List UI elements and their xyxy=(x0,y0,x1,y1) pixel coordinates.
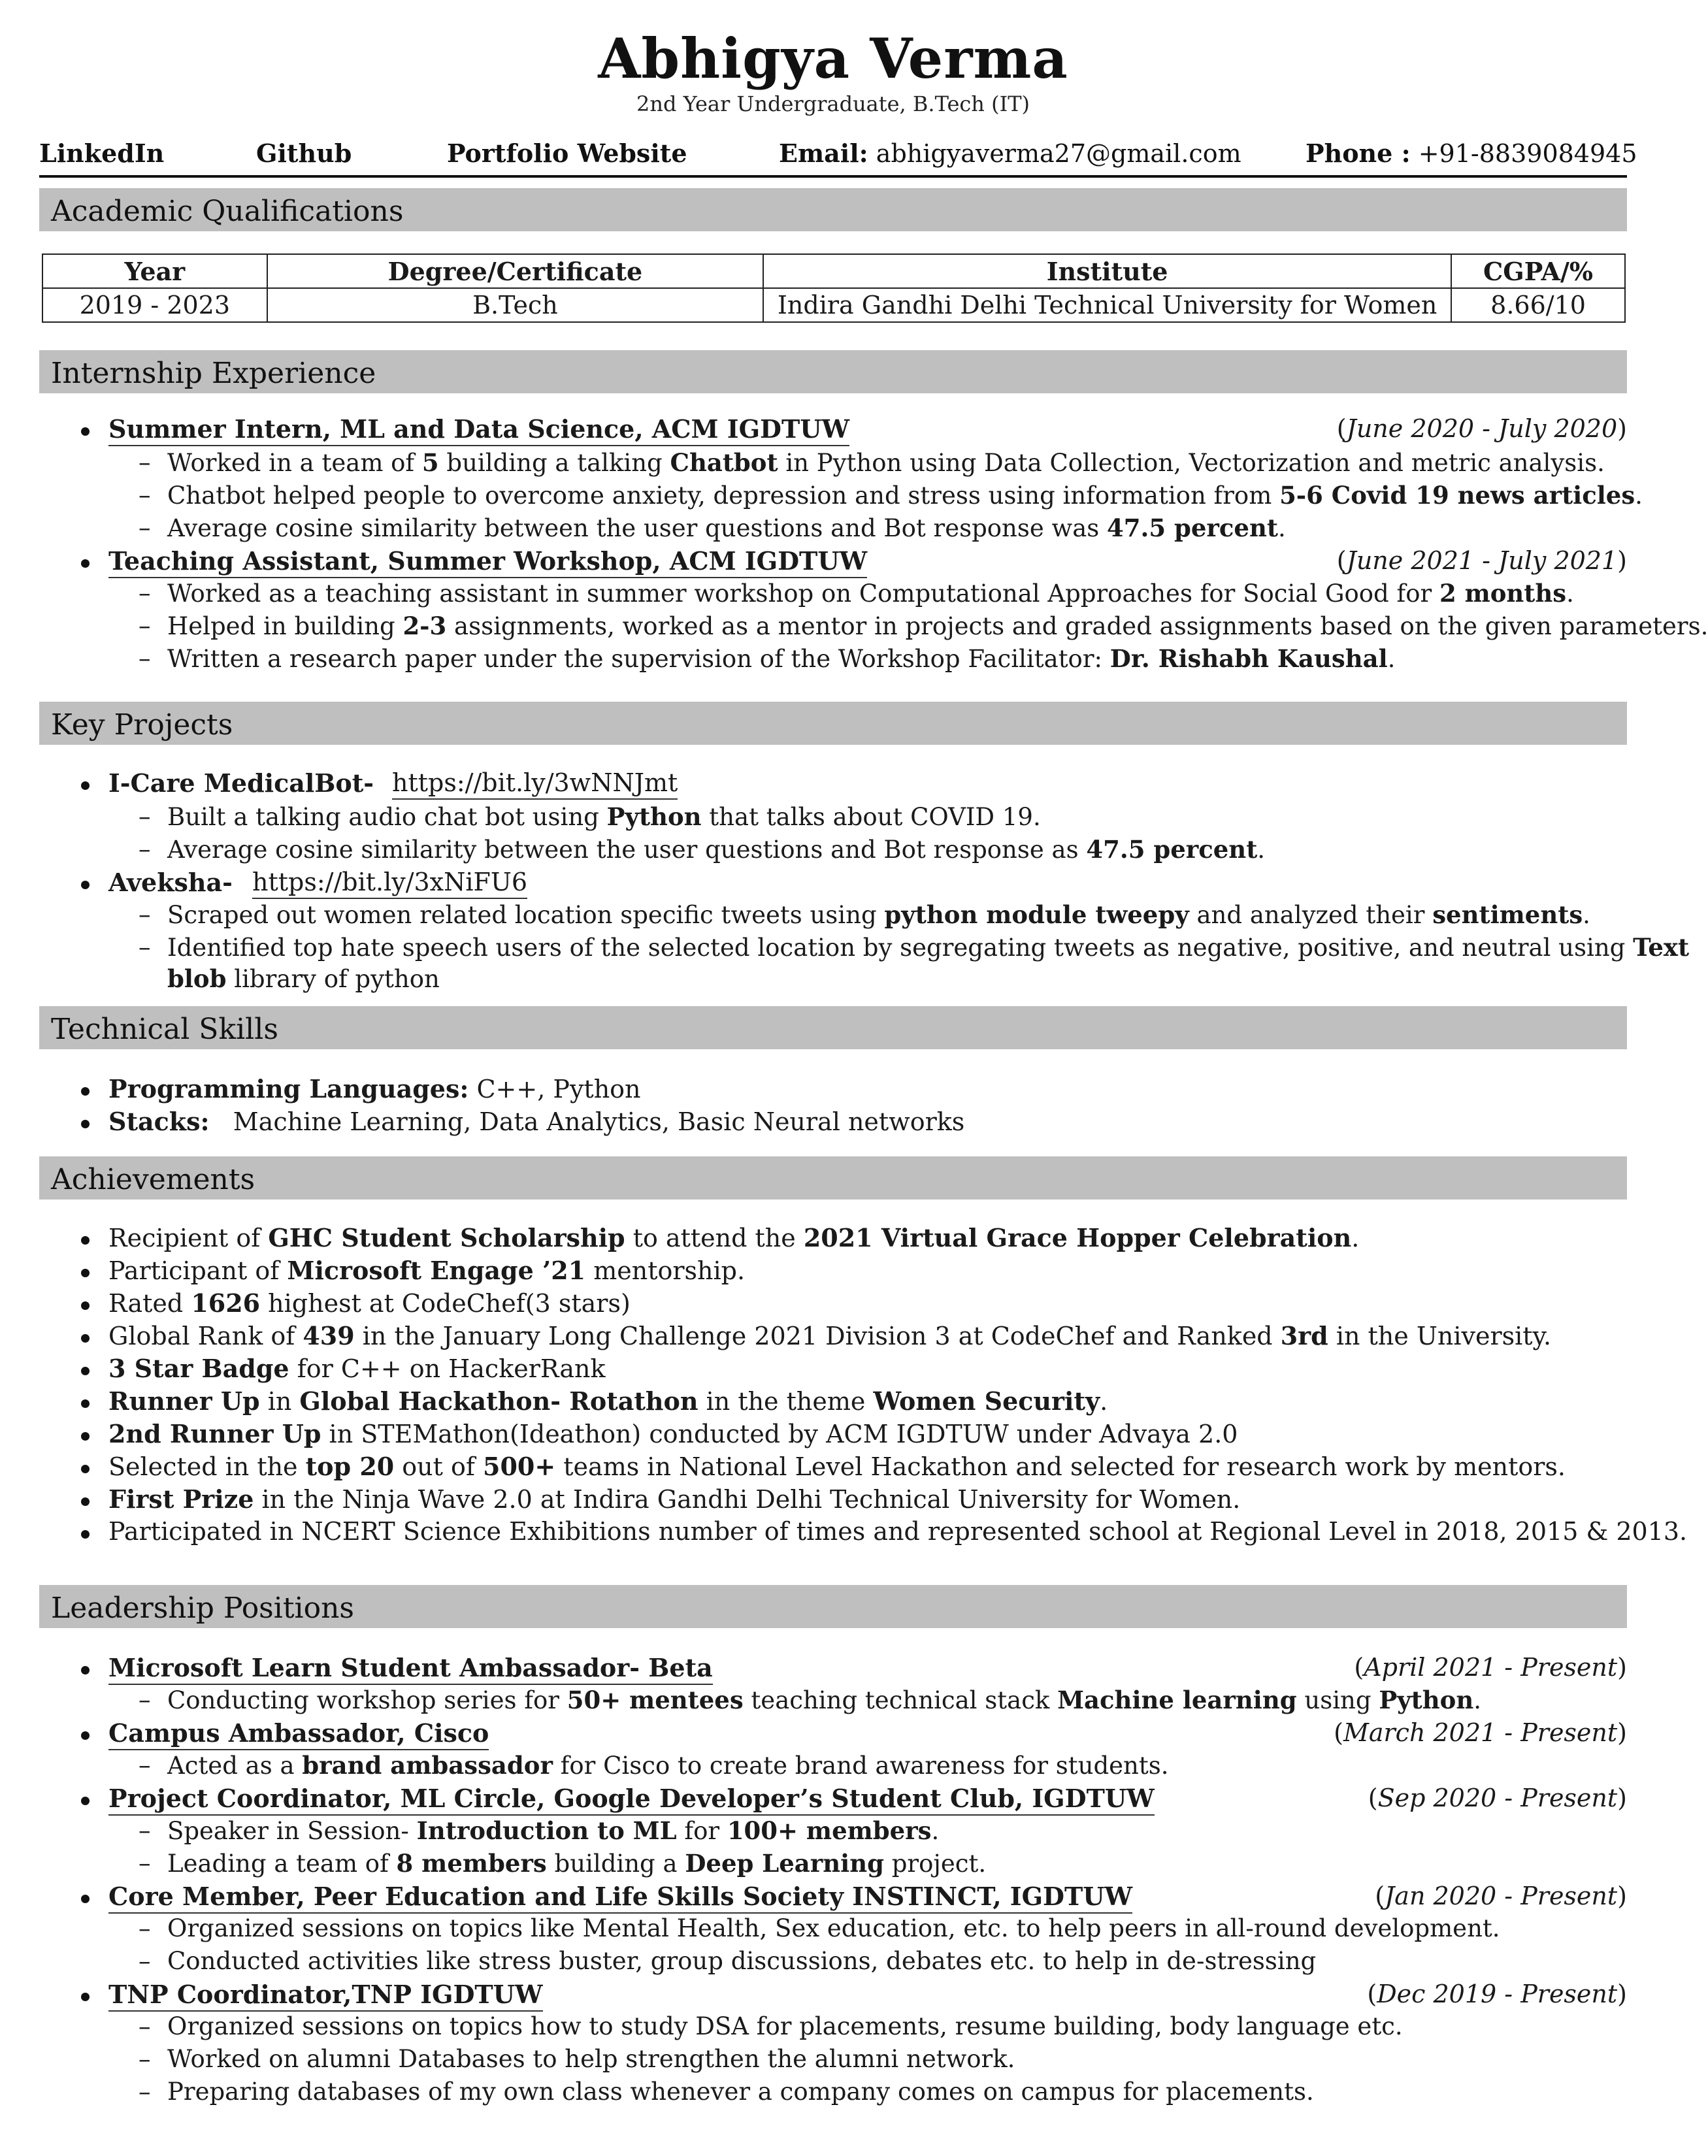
bullet xyxy=(81,881,90,889)
bullet xyxy=(81,1432,90,1441)
table-cell: Indira Gandhi Delhi Technical University for Women xyxy=(763,288,1451,322)
bullet xyxy=(81,1797,90,1805)
table-cell: 8.66/10 xyxy=(1451,288,1625,322)
internship-date: (June 2020 - July 2020) xyxy=(1336,414,1627,443)
section-academic: Academic Qualifications xyxy=(39,188,1627,231)
dash: – xyxy=(139,514,151,542)
dash: – xyxy=(139,481,151,509)
list-item: Identified top hate speech users of the selected location by segregating tweets as negative, positive, and neutral using Text xyxy=(167,933,1690,962)
academic-table xyxy=(42,253,1626,323)
bullet xyxy=(81,1530,90,1539)
section-skills: Technical Skills xyxy=(39,1006,1627,1049)
list-item: Written a research paper under the supervision of the Workshop Facilitator: Dr. Rishabh Kaushal. xyxy=(167,644,1396,673)
dash: – xyxy=(139,448,151,476)
skill-item: Stacks: Machine Learning, Data Analytics, Basic Neural networks xyxy=(108,1107,965,1136)
project-title: Aveksha- xyxy=(108,868,233,897)
bullet xyxy=(81,1367,90,1375)
achievement-item: Runner Up in Global Hackathon- Rotathon in the theme Women Security. xyxy=(108,1386,1108,1416)
achievement-item: Participant of Microsoft Engage ’21 mentorship. xyxy=(108,1256,746,1285)
list-item: Worked in a team of 5 building a talking Chatbot in Python using Data Collection, Vectorization and metric analysis. xyxy=(167,448,1605,477)
header-divider xyxy=(39,175,1627,178)
dash: – xyxy=(139,900,151,928)
leadership-date: (Sep 2020 - Present) xyxy=(1368,1784,1627,1812)
dash: – xyxy=(139,644,151,672)
table-header: Year xyxy=(42,254,267,288)
dash: – xyxy=(139,835,151,863)
dash: – xyxy=(139,1751,151,1779)
table-header: Institute xyxy=(763,254,1451,288)
list-item: Leading a team of 8 members building a Deep Learning project. xyxy=(167,1849,987,1878)
section-projects: Key Projects xyxy=(39,702,1627,745)
list-item: Average cosine similarity between the user questions and Bot response was 47.5 percent. xyxy=(167,514,1286,542)
phone-contact: Phone : +91-8839084945 xyxy=(1306,139,1637,168)
achievement-item: First Prize in the Ninja Wave 2.0 at Indira Gandhi Delhi Technical University for Women. xyxy=(108,1484,1241,1514)
dash: – xyxy=(139,579,151,607)
achievement-item: Participated in NCERT Science Exhibitions number of times and represented school at Regional Level in 2018, 2015 & 2013. xyxy=(108,1517,1688,1546)
bullet xyxy=(81,1497,90,1506)
list-item: Conducted activities like stress buster, group discussions, debates etc. to help in de-stressing xyxy=(167,1947,1317,1975)
github-link[interactable]: Github xyxy=(256,139,352,168)
list-item: Preparing databases of my own class whenever a company comes on campus for placements. xyxy=(167,2078,1314,2106)
bullet xyxy=(81,427,90,436)
dash: – xyxy=(139,1947,151,1975)
bullet xyxy=(81,1301,90,1310)
list-item: Organized sessions on topics how to study DSA for placements, resume building, body language etc. xyxy=(167,2012,1403,2040)
list-item: Chatbot helped people to overcome anxiety, depression and stress using information from 5-6 Covid 19 news articles. xyxy=(167,481,1643,510)
dash: – xyxy=(139,802,151,830)
dash: – xyxy=(139,1914,151,1942)
achievement-item: Rated 1626 highest at CodeChef(3 stars) xyxy=(108,1288,631,1318)
candidate-subtitle: 2nd Year Undergraduate, B.Tech (IT) xyxy=(636,91,1030,116)
bullet xyxy=(81,1895,90,1903)
list-item: Organized sessions on topics like Mental Health, Sex education, etc. to help peers in all-round development. xyxy=(167,1914,1500,1942)
bullet xyxy=(81,1269,90,1277)
table-header: Degree/Certificate xyxy=(267,254,764,288)
bullet xyxy=(81,1087,90,1096)
bullet xyxy=(81,781,90,790)
dash: – xyxy=(139,1686,151,1714)
dash: – xyxy=(139,1849,151,1877)
dash: – xyxy=(139,2045,151,2073)
list-item-continuation: blob library of python xyxy=(167,964,440,993)
project-title: I-Care MedicalBot- xyxy=(108,768,374,798)
leadership-title: Project Coordinator, ML Circle, Google Developer’s Student Club, IGDTUW xyxy=(108,1784,1155,1813)
leadership-date: (April 2021 - Present) xyxy=(1354,1653,1627,1682)
section-achievements: Achievements xyxy=(39,1156,1627,1200)
table-cell: B.Tech xyxy=(267,288,764,322)
leadership-title: TNP Coordinator,TNP IGDTUW xyxy=(108,1980,543,2009)
list-item: Conducting workshop series for 50+ mentees teaching technical stack Machine learning using Python. xyxy=(167,1686,1481,1714)
list-item: Average cosine similarity between the user questions and Bot response as 47.5 percent. xyxy=(167,835,1266,864)
table-header-row xyxy=(42,254,1625,288)
internship-title: Summer Intern, ML and Data Science, ACM IGDTUW xyxy=(108,414,849,444)
internship-title: Teaching Assistant, Summer Workshop, ACM IGDTUW xyxy=(108,546,867,576)
achievement-item: 3 Star Badge for C++ on HackerRank xyxy=(108,1354,606,1383)
leadership-date: (Dec 2019 - Present) xyxy=(1367,1980,1627,2008)
table-row xyxy=(42,288,1625,322)
bullet xyxy=(81,1399,90,1408)
dash: – xyxy=(139,1816,151,1844)
bullet xyxy=(81,1334,90,1343)
list-item: Worked on alumni Databases to help strengthen the alumni network. xyxy=(167,2045,1015,2073)
leadership-title: Campus Ambassador, Cisco xyxy=(108,1718,489,1748)
section-internship: Internship Experience xyxy=(39,350,1627,393)
leadership-title: Core Member, Peer Education and Life Skills Society INSTINCT, IGDTUW xyxy=(108,1882,1132,1911)
list-item: Acted as a brand ambassador for Cisco to create brand awareness for students. xyxy=(167,1751,1169,1780)
bullet xyxy=(81,1120,90,1128)
linkedin-link[interactable]: LinkedIn xyxy=(39,139,165,168)
dash: – xyxy=(139,612,151,640)
leadership-title: Microsoft Learn Student Ambassador- Beta xyxy=(108,1653,713,1682)
list-item: Built a talking audio chat bot using Python that talks about COVID 19. xyxy=(167,802,1041,831)
bullet xyxy=(81,1666,90,1674)
list-item: Speaker in Session- Introduction to ML for 100+ members. xyxy=(167,1816,940,1845)
bullet xyxy=(81,1731,90,1740)
candidate-name: Abhigya Verma xyxy=(598,26,1068,91)
achievement-item: Recipient of GHC Student Scholarship to attend the 2021 Virtual Grace Hopper Celebration. xyxy=(108,1223,1360,1252)
achievement-item: Selected in the top 20 out of 500+ teams in National Level Hackathon and selected for research work by mentors. xyxy=(108,1452,1566,1481)
leadership-date: (Jan 2020 - Present) xyxy=(1375,1882,1627,1910)
dash: – xyxy=(139,2012,151,2040)
bullet xyxy=(81,559,90,568)
table-header: CGPA/% xyxy=(1451,254,1625,288)
skill-item: Programming Languages: C++, Python xyxy=(108,1074,641,1103)
email-contact[interactable]: Email: abhigyaverma27@gmail.com xyxy=(779,139,1241,168)
achievement-item: 2nd Runner Up in STEMathon(Ideathon) conducted by ACM IGDTUW under Advaya 2.0 xyxy=(108,1419,1238,1448)
list-item: Helped in building 2-3 assignments, worked as a mentor in projects and graded assignments based on the given parameters. xyxy=(167,612,1708,640)
dash: – xyxy=(139,933,151,961)
project-link[interactable]: https://bit.ly/3xNiFU6 xyxy=(252,868,527,896)
section-leadership: Leadership Positions xyxy=(39,1585,1627,1628)
list-item: Scraped out women related location specific tweets using python module tweepy and analyzed their sentiments. xyxy=(167,900,1590,929)
leadership-date: (March 2021 - Present) xyxy=(1334,1718,1627,1747)
achievement-item: Global Rank of 439 in the January Long Challenge 2021 Division 3 at CodeChef and Ranked 3rd in the University. xyxy=(108,1321,1552,1350)
dash: – xyxy=(139,2078,151,2106)
table-cell: 2019 - 2023 xyxy=(42,288,267,322)
bullet xyxy=(81,1993,90,2001)
bullet xyxy=(81,1465,90,1473)
list-item: Worked as a teaching assistant in summer workshop on Computational Approaches for Social Good for 2 months. xyxy=(167,579,1574,608)
bullet xyxy=(81,1236,90,1245)
internship-date: (June 2021 - July 2021) xyxy=(1336,546,1627,575)
portfolio-link[interactable]: Portfolio Website xyxy=(447,139,687,168)
project-link[interactable]: https://bit.ly/3wNNJmt xyxy=(392,768,678,797)
